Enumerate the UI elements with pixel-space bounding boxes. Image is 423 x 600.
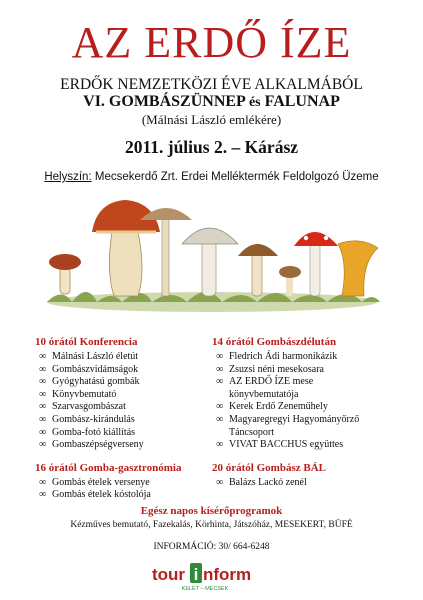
infinity-bullet-icon: ∞ [39, 426, 47, 438]
side-programs-text: Kézműves bemutató, Fazekalás, Körhinta, Játszóház, MESEKERT, BÜFÉ [70, 520, 353, 530]
section-heading-conference: 10 órától Konferencia [35, 336, 138, 348]
venue-text: Mecsekerdő Zrt. Erdei Melléktermék Feldolgozó Üzeme [94, 171, 379, 183]
list-item: ∞ Gomba-fotó kiállítás [39, 426, 136, 438]
list-item: ∞ Gombász-kirándulás [39, 413, 135, 425]
infinity-bullet-icon: ∞ [39, 489, 47, 501]
page-title: AZ ERDŐ ÍZE [71, 18, 352, 67]
right-program-column [212, 336, 402, 489]
list-item: ∞ Balázs Lackó zenél [216, 476, 307, 488]
infinity-bullet-icon: ∞ [39, 413, 47, 425]
list-item: ∞ Gyógyhatású gombák [39, 376, 140, 388]
list-item: ∞ Fledrich Ádi harmonikázik [216, 351, 338, 362]
event-name: VI. GOMBÁSZÜNNEP [83, 93, 245, 110]
list-item: ∞ VIVAT BACCHUS együttes [216, 439, 344, 451]
infinity-bullet-icon: ∞ [216, 476, 224, 488]
infinity-bullet-icon: ∞ [216, 363, 224, 375]
info-phone: INFORMÁCIÓ: 30/ 664-6248 [153, 542, 270, 552]
ball-list [212, 477, 402, 490]
list-item: ∞ Gombás ételek versenye [39, 476, 150, 488]
list-item: ∞ Gombászvidámságok [39, 363, 139, 375]
logo-text-i: i [193, 565, 199, 584]
logo-text-right: nform [203, 565, 252, 584]
infinity-bullet-icon: ∞ [39, 363, 47, 375]
list-item: ∞ Gombás ételek kóstolója [39, 489, 151, 501]
event-date: 2011. július 2. – Kárász [124, 137, 299, 157]
section-heading-afternoon: 14 órától Gombászdélután [212, 336, 337, 348]
list-item: ∞ Magyaregregyi Hagyományőrző [216, 413, 360, 425]
infinity-bullet-icon: ∞ [39, 376, 47, 388]
infinity-bullet-icon: ∞ [39, 351, 47, 362]
infinity-bullet-icon: ∞ [39, 476, 47, 488]
list-item: ∞ Gombaszépségverseny [39, 439, 144, 451]
infinity-bullet-icon: ∞ [216, 413, 224, 425]
left-program-column [35, 336, 215, 502]
event-village-day: FALUNAP [264, 93, 340, 110]
infinity-bullet-icon: ∞ [39, 439, 47, 451]
infinity-bullet-icon: ∞ [216, 401, 224, 413]
list-item: ∞ AZ ERDŐ ÍZE mese [216, 376, 314, 388]
list-item: ∞ Szarvasgombászat [39, 401, 126, 413]
mushroom-illustration [42, 192, 382, 312]
memorial-note: (Málnási László emlékére) [141, 112, 282, 127]
list-item-continuation: Táncsoport [229, 426, 274, 438]
section-heading-ball: 20 órától Gombász BÁL [212, 461, 326, 474]
section-heading-gastronomy: 16 órától Gomba-gasztronómia [35, 461, 182, 474]
logo-text-left: tour [152, 565, 186, 584]
list-item: ∞ Zsuzsi néni mesekosara [216, 363, 324, 375]
infinity-bullet-icon: ∞ [39, 401, 47, 413]
gastronomy-list [35, 477, 215, 502]
subtitle-event [0, 93, 423, 112]
list-item: ∞ Kerek Erdő Zeneműhely [216, 401, 328, 413]
list-item-continuation: könyvbemutatója [229, 388, 299, 400]
afternoon-list [212, 351, 402, 452]
subtitle-occasion: ERDŐK NEMZETKÖZI ÉVE ALKALMÁBÓL [60, 76, 363, 93]
side-programs-heading: Egész napos kísérőprogramok [140, 505, 283, 517]
event-and: és [248, 95, 261, 110]
infinity-bullet-icon: ∞ [39, 388, 47, 400]
venue [0, 170, 423, 184]
infinity-bullet-icon: ∞ [216, 376, 224, 388]
infinity-bullet-icon: ∞ [216, 351, 224, 362]
list-item: ∞ Könyvbemutató [39, 388, 117, 400]
logo-subtext: KELET – MECSEK [181, 586, 229, 592]
list-item: ∞ Málnási László életút [39, 351, 139, 362]
conference-list [35, 351, 215, 452]
infinity-bullet-icon: ∞ [216, 439, 224, 451]
tourinform-logo-icon [150, 560, 260, 592]
venue-label: Helyszín: [44, 171, 92, 183]
